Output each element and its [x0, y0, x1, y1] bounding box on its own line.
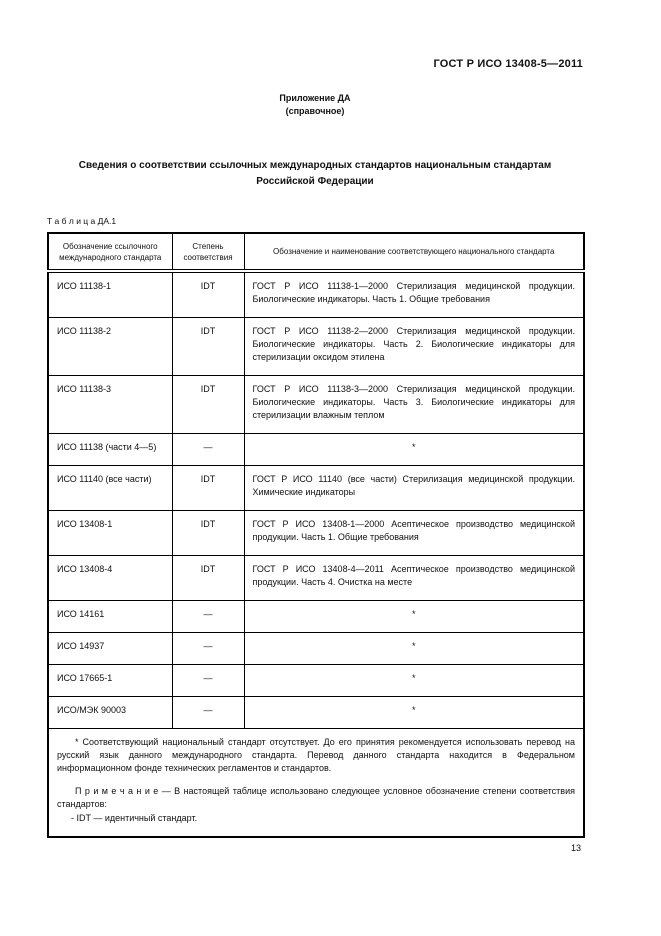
table-row — [48, 434, 584, 466]
degree-cell: — — [172, 633, 244, 665]
table-footnote-row — [48, 729, 584, 838]
degree-cell: IDT — [172, 271, 244, 318]
header-national-standard: Обозначение и наименование соответствующего национального стандарта — [244, 233, 584, 271]
appendix-heading — [47, 92, 583, 118]
note-text: П р и м е ч а н и е — В настоящей таблице использовано следующее условное обозначение степени соответствия стандартов: — [57, 786, 575, 809]
ref-standard-cell: ИСО 13408-4 — [48, 556, 172, 601]
national-standard-cell: * — [244, 665, 584, 697]
document-title — [47, 158, 583, 190]
ref-standard-cell: ИСО 17665-1 — [48, 665, 172, 697]
table-row — [48, 601, 584, 633]
degree-cell: — — [172, 434, 244, 466]
table-header — [48, 233, 584, 271]
table-row — [48, 511, 584, 556]
degree-cell: — — [172, 665, 244, 697]
document-title-line2: Российской Федерации — [256, 176, 374, 187]
table-row — [48, 466, 584, 511]
ref-standard-cell: ИСО/МЭК 90003 — [48, 697, 172, 729]
ref-standard-cell: ИСО 11138-3 — [48, 376, 172, 434]
national-standard-cell: * — [244, 601, 584, 633]
national-standard-cell: * — [244, 697, 584, 729]
note-item-text: - IDT — идентичный стандарт. — [71, 813, 198, 823]
degree-cell: IDT — [172, 466, 244, 511]
national-standard-cell: ГОСТ Р ИСО 11138-3—2000 Стерилизация медицинской продукции. Биологические индикаторы. Часть 3. Биологические индикаторы для стерилизации влажным теплом — [244, 376, 584, 434]
standards-correspondence-table — [47, 232, 585, 838]
table-header-row — [48, 233, 584, 271]
ref-standard-cell: ИСО 14937 — [48, 633, 172, 665]
degree-cell: IDT — [172, 376, 244, 434]
degree-cell: — — [172, 697, 244, 729]
national-standard-cell: * — [244, 633, 584, 665]
document-code-header: ГОСТ Р ИСО 13408-5—2011 — [433, 58, 583, 70]
degree-cell: IDT — [172, 556, 244, 601]
national-standard-cell: ГОСТ Р ИСО 13408-4—2011 Асептическое производство медицинской продукции. Часть 4. Очистка на месте — [244, 556, 584, 601]
header-degree: Степень соответствия — [172, 233, 244, 271]
appendix-kind: (справочное) — [285, 106, 345, 116]
ref-standard-cell: ИСО 11138-1 — [48, 271, 172, 318]
ref-standard-cell: ИСО 13408-1 — [48, 511, 172, 556]
table-row — [48, 271, 584, 318]
national-standard-cell: * — [244, 434, 584, 466]
table-row — [48, 633, 584, 665]
national-standard-cell: ГОСТ Р ИСО 11138-2—2000 Стерилизация медицинской продукции. Биологические индикаторы. Часть 2. Биологические индикаторы для стерилизации оксидом этилена — [244, 318, 584, 376]
degree-cell: IDT — [172, 511, 244, 556]
appendix-label: Приложение ДА — [279, 93, 351, 103]
table-row — [48, 556, 584, 601]
header-ref-standard: Обозначение ссылочного международного стандарта — [48, 233, 172, 271]
table-row — [48, 697, 584, 729]
ref-standard-cell: ИСО 11140 (все части) — [48, 466, 172, 511]
table-label: Т а б л и ц а ДА.1 — [47, 216, 117, 226]
footnote-text: * Соответствующий национальный стандарт отсутствует. До его принятия рекомендуется использовать перевод на русский язык данного международного стандарта. Перевод данного стандарта находится в Федеральном информационном фонде технических регламентов и стандартов. — [57, 737, 575, 773]
national-standard-cell: ГОСТ Р ИСО 11138-1—2000 Стерилизация медицинской продукции. Биологические индикаторы. Часть 1. Общие требования — [244, 271, 584, 318]
table-body — [48, 271, 584, 729]
page-number: 13 — [570, 843, 581, 853]
ref-standard-cell: ИСО 14161 — [48, 601, 172, 633]
degree-cell: — — [172, 601, 244, 633]
ref-standard-cell: ИСО 11138-2 — [48, 318, 172, 376]
national-standard-cell: ГОСТ Р ИСО 13408-1—2000 Асептическое производство медицинской продукции. Часть 1. Общие требования — [244, 511, 584, 556]
table-row — [48, 376, 584, 434]
table-row — [48, 318, 584, 376]
document-title-line1: Сведения о соответствии ссылочных международных стандартов национальным стандартам — [78, 160, 552, 171]
table-row — [48, 665, 584, 697]
national-standard-cell: ГОСТ Р ИСО 11140 (все части) Стерилизация медицинской продукции. Химические индикаторы — [244, 466, 584, 511]
ref-standard-cell: ИСО 11138 (части 4—5) — [48, 434, 172, 466]
degree-cell: IDT — [172, 318, 244, 376]
table-footnote-cell — [48, 729, 584, 838]
